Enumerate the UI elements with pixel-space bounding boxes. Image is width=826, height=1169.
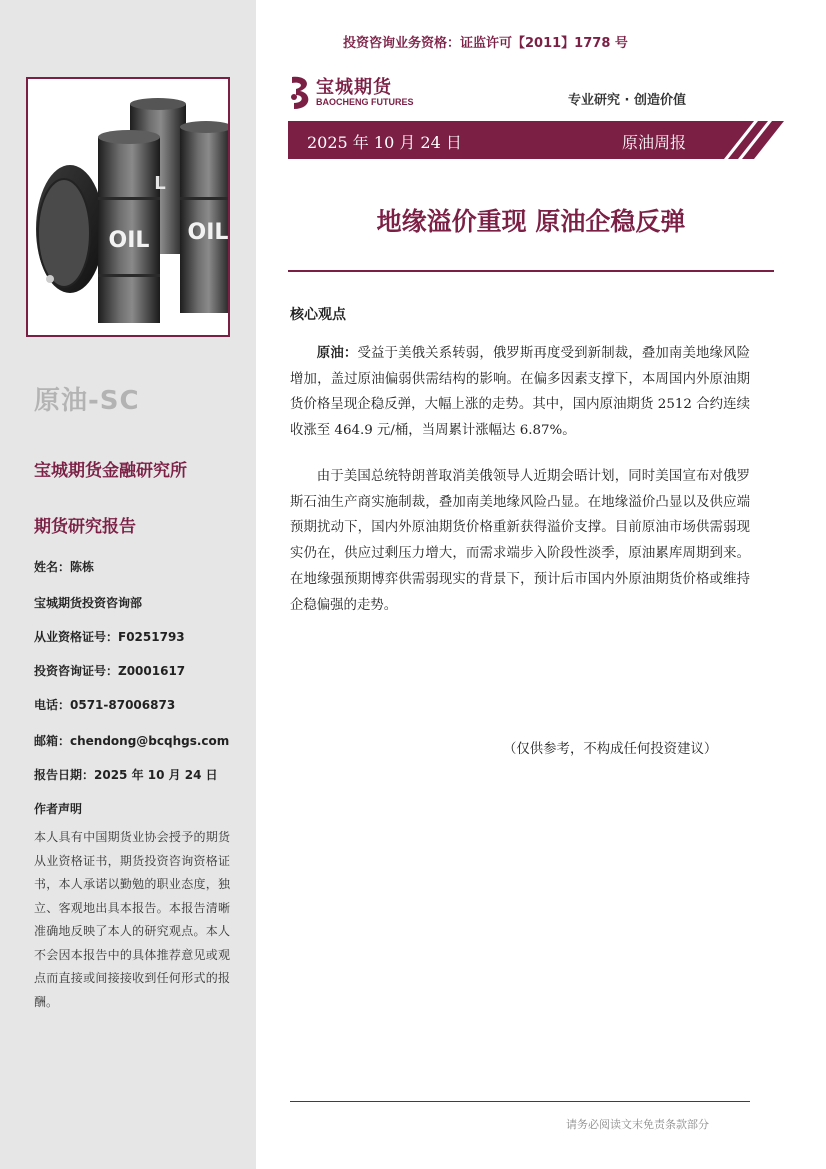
report-category: 期货研究报告 xyxy=(34,517,136,537)
author-name: 姓名：陈栋 xyxy=(34,560,95,574)
author-statement: 本人具有中国期货业协会授予的期货从业资格证书，期货投资咨询资格证书，本人承诺以勤勉的职业态度，独立、客观地出具本报告。本报告清晰准确地反映了本人的研究观点。本人不会因本报告中的具体推荐意见或观点而直接或间接接收到任何形式的报酬。 xyxy=(34,830,230,1009)
department: 宝城期货投资咨询部 xyxy=(34,596,143,610)
slogan: 专业研究 · 创造价值 xyxy=(568,93,686,108)
license-text: 投资咨询业务资格：证监许可【2011】1778 号 xyxy=(343,36,628,51)
lead-label: 原油： xyxy=(316,346,358,361)
logo-chinese: 宝城期货 xyxy=(316,77,392,98)
logo-mark-icon xyxy=(286,73,314,113)
company-logo[interactable] xyxy=(286,73,422,113)
phone: 电话：0571-87006873 xyxy=(34,698,176,712)
report-date-banner: 2025 年 10 月 24 日 xyxy=(307,133,462,152)
section-title: 核心观点 xyxy=(290,307,346,323)
consulting-number: 投资咨询证号：Z0001617 xyxy=(34,664,186,678)
institute-name: 宝城期货金融研究所 xyxy=(34,461,187,481)
paragraph-1-text: 受益于美俄关系转弱，俄罗斯再度受到新制裁，叠加南美地缘风险增加，盖过原油偏弱供需结构的影响。在偏多因素支撑下，本周国内外原油期货价格呈现企稳反弹，大幅上涨的走势。其中，国内原油期货 2512 合约连续收涨至 464.9 元/桶，当周累计涨幅达 6.87%。 xyxy=(290,346,751,439)
footer-text[interactable]: 请务必阅读文末免责条款部分 xyxy=(566,1118,709,1131)
logo-english: BAOCHENG FUTURES xyxy=(316,97,414,107)
barrel-label: OIL xyxy=(187,220,228,245)
email-link[interactable]: 邮箱：chendong@bcqhgs.com xyxy=(34,734,230,748)
svg-text:L: L xyxy=(154,173,166,194)
report-type-banner: 原油周报 xyxy=(622,133,687,152)
disclaimer-note: （仅供参考，不构成任何投资建议） xyxy=(503,742,718,757)
product-title: 原油-SC xyxy=(34,386,140,416)
barrel-label: OIL xyxy=(108,228,150,253)
page-title: 地缘溢价重现 原油企稳反弹 xyxy=(376,207,686,236)
statement-title: 作者声明 xyxy=(34,802,83,816)
qualification-number: 从业资格证号：F0251793 xyxy=(34,630,185,644)
paragraph-2: 由于美国总统特朗普取消美俄领导人近期会晤计划，同时美国宣布对俄罗斯石油生产商实施制裁，叠加南美地缘风险凸显。在地缘溢价凸显以及供应端预期扰动下，国内外原油期货价格重新获得溢价支撑。目前原油市场供需弱现实仍在，供应过剩压力增大，而需求端步入阶段性淡季，原油累库周期到来。在地缘强预期博弈供需弱现实的背景下，预计后市国内外原油期货价格或维持企稳偏强的走势。 xyxy=(290,469,750,613)
paragraph-1 xyxy=(290,341,750,444)
title-divider xyxy=(288,270,774,272)
footer-divider xyxy=(290,1101,750,1102)
oil-barrels-image xyxy=(26,77,230,337)
report-date: 报告日期：2025 年 10 月 24 日 xyxy=(34,768,218,782)
sidebar xyxy=(0,0,256,1169)
